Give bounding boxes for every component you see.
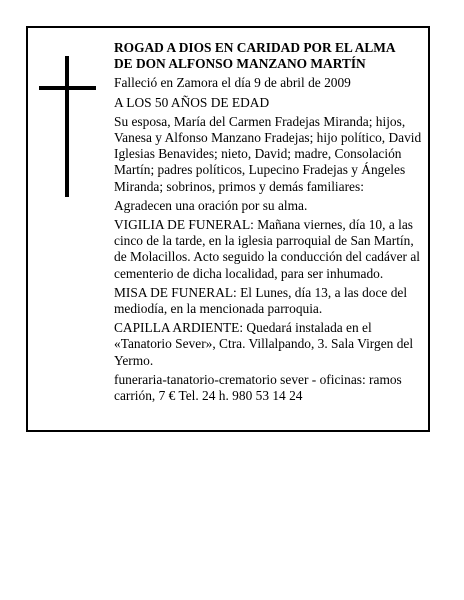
notice-heading [114, 40, 426, 72]
death-info: Falleció en Zamora el día 9 de abril de 2009 [114, 75, 351, 91]
thanks-line: Agradecen una oración por su alma. [114, 197, 308, 213]
family-paragraph: Su esposa, María del Carmen Fradejas Miranda; hijos, Vanesa y Alfonso Manzano Fradejas; hijo político, David Iglesias Benavides; nieto, David; madre, Consolación Martín; padres políticos, Lupecino Fradejas y Ángeles Miranda; sobrinos, primos y demás familiares: [114, 113, 422, 194]
heading-line-1: ROGAD A DIOS EN CARIDAD POR EL ALMA [114, 40, 396, 55]
mass-paragraph: MISA DE FUNERAL: El Lunes, día 13, a las doce del mediodía, en la mencionada parroquia. [114, 284, 408, 317]
vigil-paragraph: VIGILIA DE FUNERAL: Mañana viernes, día 10, a las cinco de la tarde, en la iglesia parroquial de San Martín, de Molacillos. Acto seguido la conducción del cadáver al cementerio de dicha localidad, para ser inhumado. [114, 217, 421, 281]
cross-vertical-bar [65, 56, 69, 197]
funeral-home-info: funeraria-tanatorio-crematorio sever - oficinas: ramos carrión, 7 € Tel. 24 h. 980 53 14 24 [114, 371, 402, 404]
notice-text [114, 40, 426, 407]
obituary-notice [26, 26, 430, 432]
cross-horizontal-bar [39, 86, 96, 90]
chapel-paragraph: CAPILLA ARDIENTE: Quedará instalada en el «Tanatorio Sever», Ctra. Villalpando, 3. Sala Virgen del Yermo. [114, 320, 414, 368]
age-line: A LOS 50 AÑOS DE EDAD [114, 94, 270, 110]
heading-line-2: DE DON ALFONSO MANZANO MARTÍN [114, 56, 366, 72]
